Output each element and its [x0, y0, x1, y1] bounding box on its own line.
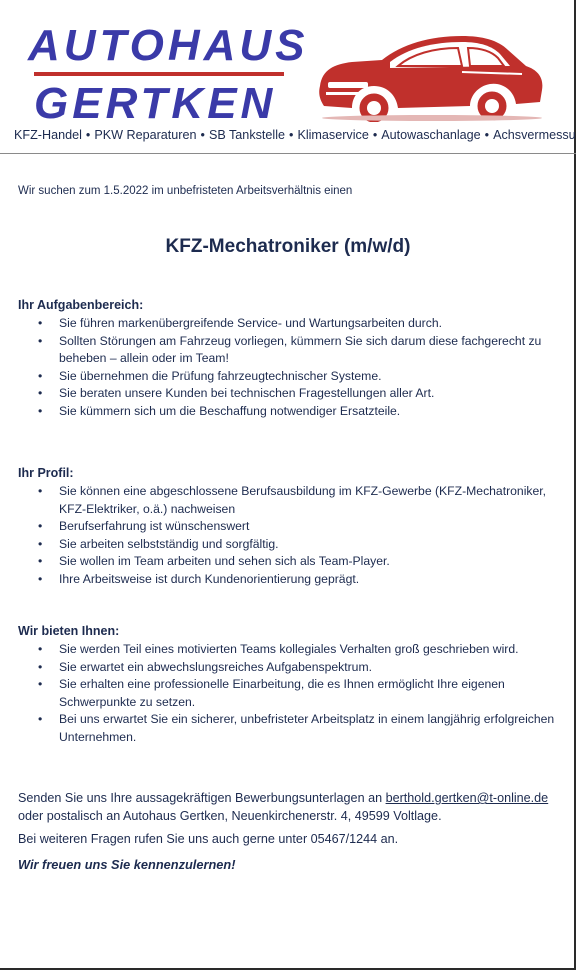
- sports-car-icon: [312, 26, 548, 122]
- section-heading: Ihr Profil:: [18, 466, 74, 480]
- contact-suffix: oder postalisch an Autohaus Gertken, Neuenkirchenerstr. 4, 49599 Voltlage.: [18, 809, 442, 823]
- list-item: • Sie können eine abgeschlossene Berufsausbildung im KFZ-Gewerbe (KFZ-Mechatroniker, KFZ-Elektriker, o.ä.) nachweisen: [38, 484, 547, 516]
- closing-text: Wir freuen uns Sie kennenzulernen!: [18, 857, 236, 872]
- list-item: • Berufserfahrung ist wünschenswert: [38, 519, 250, 533]
- list-item: • Sie erhalten eine professionelle Einarbeitung, die es Ihnen ermöglicht Ihre eigenen Schwerpunkte zu setzen.: [38, 677, 505, 709]
- logo-line-2: GERTKEN: [34, 79, 277, 128]
- bullet-list: [18, 641, 558, 746]
- list-item: • Bei uns erwartet Sie ein sicherer, unbefristeter Arbeitsplatz in einem langjährig erfolgreichen Unternehmen.: [38, 712, 555, 744]
- services-row: KFZ-Handel • PKW Reparaturen • SB Tankstelle • Klimaservice • Autowaschanlage • Achsvermessu: [14, 128, 576, 142]
- section-heading: Ihr Aufgabenbereich:: [18, 298, 144, 312]
- email-link[interactable]: berthold.gertken@t-online.de: [385, 791, 549, 805]
- list-item: • Sie erwartet ein abwechslungsreiches Aufgabenspektrum.: [38, 659, 372, 674]
- service-item: KFZ-Handel: [14, 128, 82, 142]
- list-item: • Sie arbeiten selbstständig und sorgfältig.: [38, 536, 279, 551]
- bullet-list: [18, 315, 558, 420]
- service-item: Achsvermessu: [493, 128, 576, 142]
- header-divider: [0, 153, 576, 154]
- contact-prefix: Senden Sie uns Ihre aussagekräftigen Bewerbungsunterlagen an: [18, 791, 386, 805]
- section-heading: Wir bieten Ihnen:: [18, 624, 120, 638]
- section-offer: [18, 624, 558, 746]
- contact-paragraph: [18, 789, 558, 825]
- phone-text: Bei weiteren Fragen rufen Sie uns auch gerne unter 05467/1244 an.: [18, 832, 399, 846]
- list-item: • Sie beraten unsere Kunden bei technischen Fragestellungen aller Art.: [38, 386, 435, 400]
- list-item: • Sie führen markenübergreifende Service- und Wartungsarbeiten durch.: [38, 316, 442, 330]
- list-item: • Ihre Arbeitsweise ist durch Kundenorientierung geprägt.: [38, 571, 360, 586]
- list-item: • Sollten Störungen am Fahrzeug vorliegen, kümmern Sie sich darum diese fachgerecht zu beheben – allein oder im Team!: [38, 333, 542, 365]
- logo-underline: [34, 72, 284, 76]
- service-item: PKW Reparaturen: [94, 128, 197, 142]
- list-item: • Sie übernehmen die Prüfung fahrzeugtechnischer Systeme.: [38, 368, 382, 383]
- logo-line-1: AUTOHAUS: [28, 21, 309, 70]
- list-item: • Sie werden Teil eines motivierten Teams kollegiales Verhalten groß geschrieben wird.: [38, 642, 519, 656]
- list-item: • Sie kümmern sich um die Beschaffung notwendiger Ersatzteile.: [38, 403, 401, 418]
- list-item: • Sie wollen im Team arbeiten und sehen sich als Team-Player.: [38, 554, 390, 568]
- section-profile: [18, 466, 558, 588]
- section-tasks: [18, 298, 558, 420]
- service-item: Autowaschanlage: [381, 128, 481, 142]
- bullet-list: [18, 483, 558, 588]
- job-title: KFZ-Mechatroniker (m/w/d): [165, 236, 411, 257]
- intro-text: Wir suchen zum 1.5.2022 im unbefristeten Arbeitsverhältnis einen: [18, 185, 353, 197]
- service-item: SB Tankstelle: [208, 128, 286, 142]
- service-item: Klimaservice: [297, 128, 369, 142]
